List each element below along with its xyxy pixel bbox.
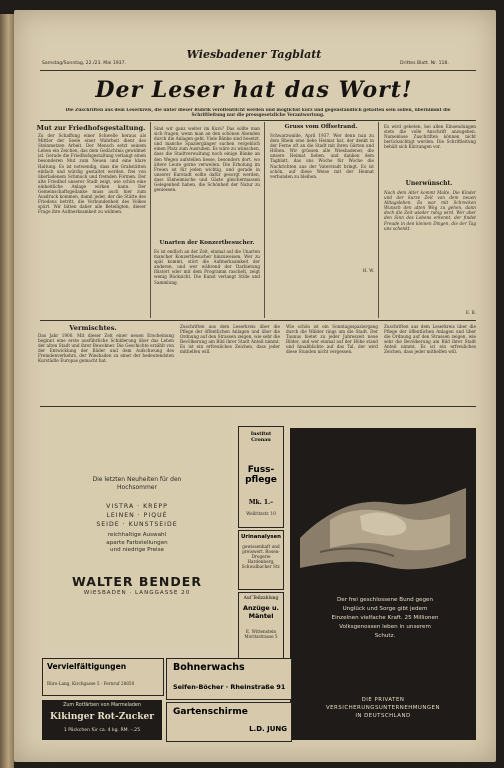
- bender-name: WALTER BENDER: [72, 574, 202, 589]
- unerwuenscht-signature: E. B.: [465, 310, 476, 315]
- ad-fusspflege: [238, 426, 284, 528]
- urinanalysen-text: gewissenhaft und preiswert. Rosen-Drogerie Hardenberg, Schwalbacher Str.: [241, 544, 281, 570]
- kikinger-sub: 1 Päckchen für ca. 4 kg. RM. –.25: [63, 728, 141, 733]
- ad-anzuege: [238, 592, 284, 662]
- column4-top-text: Es wird gebeten, bei allen Einsendungen stets die volle Anschrift anzugeben. Namenlose Zuschriften können nicht berücksichtigt werden. Die Schriftleitung behält sich Kürzungen vor.: [384, 124, 476, 150]
- konzert-title: Unarten der Konzertbesucher.: [159, 240, 255, 246]
- bender-tagline: reichhaltige Auswahl aparte Farbstellungen und niedrige Preise: [106, 532, 168, 553]
- anzuege-top: Auf Teilzahlung: [243, 596, 279, 601]
- fusspflege-title: Fuss-pflege: [245, 465, 277, 485]
- konzert-text: Es ist endlich an der Zeit, einmal auf die Unarten mancher Konzertbesucher hinzuweisen. Wer zu spät kommt, stört die Aufmerksamkeit der anderen, und wer während der Darbietung flüstert oder mit dem Programm raschelt, zeigt wenig Rücksicht. Die Kunst verlangt Stille und Sammlung.: [154, 249, 260, 285]
- bohnerwachs-title: Bohnerwachs: [173, 662, 245, 673]
- gartenschirme-title: Gartenschirme: [173, 707, 248, 717]
- fusspflege-price: Mk. 1.–: [248, 499, 274, 506]
- urinanalysen-title: Urinanalysen: [241, 534, 281, 540]
- header-issue: Drittes Blatt. Nr. 118.: [400, 61, 449, 66]
- previous-page-edge: [0, 14, 14, 768]
- column-divider-2: [264, 122, 265, 318]
- ad-bohnerwachs: [166, 658, 292, 700]
- versicherung-footer: DIE PRIVATEN VERSICHERUNGSUNTERNEHMUNGEN IN DEUTSCHLAND: [325, 697, 441, 719]
- banner-rule: [40, 120, 476, 121]
- friedhof-text: Zu der Schaffung einer Schwelle heraus als Mittler der Seele einer Wahrheit dient des Steinmetzen Arbeit. Der Mensch setzt seinem Leben ein Zeichen, das dem Gedächtnis gewidmet ist. Gerade die Friedhofsgestaltung verlangt einen besonderen Mut zum Neuen und eine klare Haltung. Es ist notwendig, dass die Grabstätten einfach und würdig gestaltet werden, frei von überladenem Schmuck und fremden Formen. Der alte Friedhof unserer Stadt zeigt, wie schön eine einheitliche Anlage wirken kann. Der Gemeinschaftsgedanke muss auch hier zum Ausdruck kommen, damit jeder, der die Stätte des Friedens betritt, die Verbundenheit des Volkes spürt. Wir bitten daher alle Beteiligten, dieser Frage ihre Aufmerksamkeit zu widmen.: [38, 133, 146, 215]
- column-divider-1: [150, 122, 151, 318]
- ad-gartenschirme: [166, 702, 292, 742]
- gruss-text: Schwarzwalde, April 1937. Wer denn nun zu dem Rhein eine liebe Heimat hat, der denkt in der Ferne oft an die Stadt mit ihren Gärten und Höhen. Wir grüssen alle Wiesbadener, die unsere Heimat lieben, und danken dem Tagblatt, das uns Woche für Woche die Nachrichten aus der Vaterstadt bringt. Es ist schön, auf diese Weise mit der Heimat verbunden zu bleiben.: [270, 133, 374, 179]
- ad-kikinger-rot-zucker: [42, 700, 162, 740]
- upper-section-rule: [40, 320, 476, 321]
- gruss-signature: H. W.: [362, 268, 374, 273]
- vervielf-title: Vervielfältigungen: [47, 662, 127, 671]
- bank-text: Sind wir ganz weiter im Kurs? Das sollte man sich fragen, wenn man an den schönen Abenden durch die Anlagen geht. Viele Bänke sind besetzt, und manche Spaziergänger suchen vergeblich einen Platz zum Ausruhen. Es wäre zu wünschen, dass die Stadtverwaltung noch einige Bänke an den Wegen aufstellen liesse, besonders dort, wo ältere Leute gerne verweilen. Die Erholung im Freien ist für jeden wichtig, und gerade in unserer Kurstadt sollte dafür gesorgt werden, dass Einheimische und Gäste gleichermassen Gelegenheit haben, die Schönheit der Natur zu geniessen.: [154, 126, 260, 193]
- lower-text-a: Zuschriften aus dem Leserkreis über die Pflege der öffentlichen Anlagen und über die Ordnung auf den Strassen zeigen, wie sehr die Bevölkerung am Bild ihrer Stadt Anteil nimmt. Es ist ein erfreuliches Zeichen, dass jeder mithelfen will.: [180, 324, 280, 355]
- header-rule: [40, 70, 476, 71]
- fusspflege-address: Wellritzstr. 10: [246, 511, 276, 516]
- vermischtes-text: Das Jahr 1900. Mit dieser Zeit einer neuen Erscheinung beginnt eine erste ausführliche Schilderung über das Leben der alten Stadt und ihrer Bewohner. Die Geschichte erzählt von der Entwicklung der Bäder und dem Aufschwung des Fremdenverkehrs, der Wiesbaden zu einer der bedeutendsten Kurstädte Europas gemacht hat.: [38, 333, 174, 364]
- header-date: Samstag/Sonntag, 22./23. Mai 1937.: [42, 61, 126, 66]
- vervielf-text: Büro-Lang, Kirchgasse 5 · Fernruf 28850: [47, 681, 135, 686]
- versicherung-text: Der frei geschlossene Bund gegen Unglück und Sorge gibt jedem Einzelnen vielfache Kraft. 25 Millionen Volksgenossen leben in unserem Schutz.: [331, 597, 439, 639]
- kikinger-title: Kikinger Rot-Zucker: [49, 712, 154, 722]
- bender-address: WIESBADEN · LANGGASSE 20: [83, 590, 191, 596]
- ad-urinanalysen: [238, 530, 284, 590]
- gartenschirme-sub: L.D. JUNG: [249, 725, 287, 733]
- lower-text-c: Zuschriften aus dem Leserkreis über die Pflege der öffentlichen Anlagen und über die Ordnung auf den Strassen zeigen, wie sehr die Bevölkerung am Bild ihrer Stadt Anteil nimmt. Es ist ein erfreuliches Zeichen, dass jeder mithelfen will.: [384, 324, 476, 355]
- handshake-illustration: [290, 448, 476, 598]
- bender-fabrics: VISTRA · KREPP LEINEN · PIQUÉ SEIDE · KUNSTSEIDE: [96, 503, 178, 528]
- kikinger-top: Zum Rotfärben von Marmeladen: [63, 703, 141, 708]
- masthead-title: Wiesbadener Tagblatt: [186, 48, 322, 61]
- newspaper-page: [14, 10, 496, 762]
- lower-text-b: Wie schön ist ein Sonntagsspaziergang durch die Wälder rings um die Stadt. Der Taunus bietet zu jeder Jahreszeit neue Bilder, und wer einmal auf der Höhe stand und hinabblickte auf das Tal, der wird diese Stunden nicht vergessen.: [286, 324, 378, 355]
- ads-top-rule: [40, 406, 476, 407]
- anzuege-title: Anzüge u. Mäntel: [243, 604, 279, 620]
- ad-walter-bender: [42, 410, 232, 650]
- anzuege-text: E. Wittenstein Moritzstrasse 5: [244, 629, 278, 640]
- unerwuenscht-text: Nach dem Alter kommt Malte, Die Kinder und der kurze Zeit von dem neuen Alltagsleben. Es war mit Schrecken Wunsch den alten Weg zu gehen, dann doch die Zeit wieder ruhig wird. Wer aber den Sinn des Lebens erkennt, der findet Freude in den kleinen Dingen, die der Tag uns schenkt.: [384, 190, 476, 231]
- ad-vervielfaeltigungen: [42, 658, 164, 696]
- banner-headline: Der Leser hat das Wort!: [95, 77, 413, 103]
- bohnerwachs-sub: Seifen-Böcher · Rheinstraße 91: [173, 683, 286, 691]
- fusspflege-top: Institut Cronau: [250, 431, 272, 443]
- unerwuenscht-title: Unerwünscht.: [405, 180, 453, 187]
- bender-intro: Die letzten Neuheiten für den Hochsommer: [92, 476, 182, 491]
- gruss-title: Gruss vom Offsetrand.: [284, 124, 358, 130]
- vermischtes-title: Vermischtes.: [69, 324, 117, 332]
- banner-intro: Die Zuschriften aus dem Leserkreis, die unter dieser Rubrik veröffentlicht werden und möglichst kurz und gegenständlich gehalten sein sollen, übernimmt die Schriftleitung nur die pressgesetzliche Verantwortung.: [65, 108, 451, 119]
- friedhof-title: Mut zur Friedhofsgestaltung.: [36, 124, 146, 132]
- ad-versicherung: [290, 428, 476, 740]
- column-divider-3: [378, 122, 379, 318]
